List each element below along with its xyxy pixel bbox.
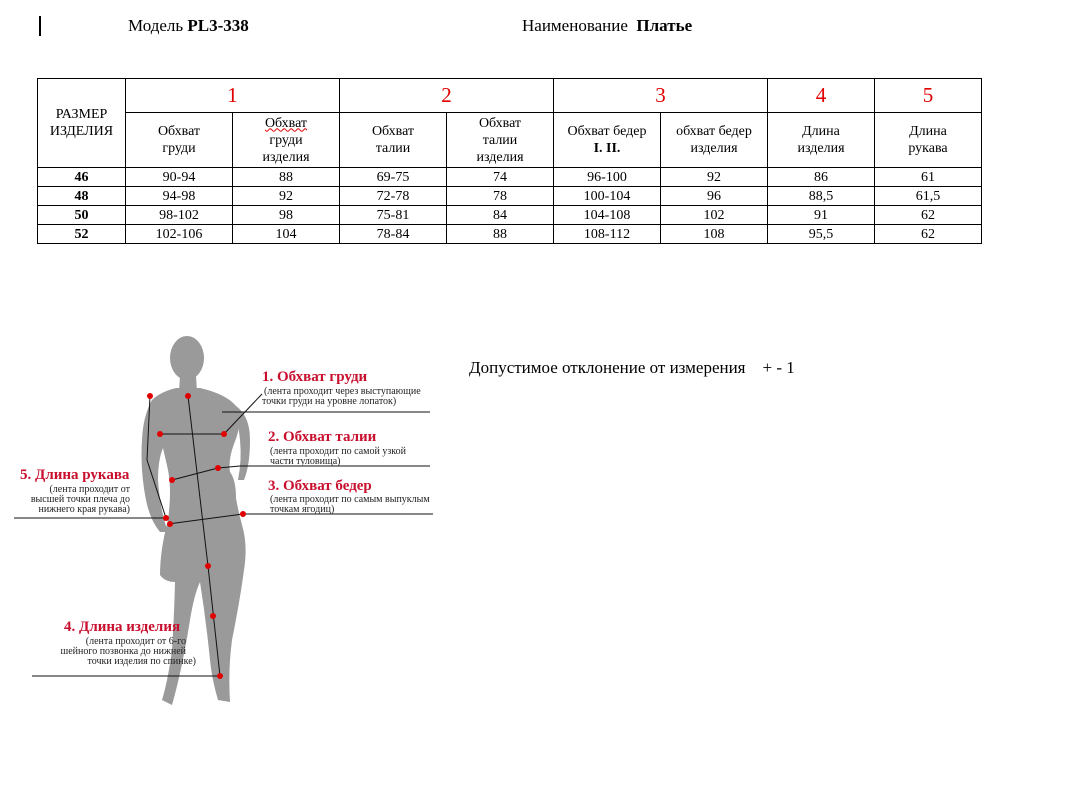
table-cell: 98	[233, 206, 340, 225]
svg-text:точки изделия по спинке): точки изделия по спинке)	[87, 656, 196, 667]
svg-text:3. Обхват бедер: 3. Обхват бедер	[268, 478, 372, 494]
table-cell: 84	[447, 206, 554, 225]
subheader-chest-garment: Обхват груди изделия	[233, 113, 340, 168]
table-cell: 86	[768, 168, 875, 187]
table-cell: 104-108	[554, 206, 661, 225]
table-cell: 102-106	[126, 225, 233, 244]
size-cell: 46	[38, 168, 126, 187]
svg-text:точкам ягодиц): точкам ягодиц)	[270, 504, 335, 515]
svg-text:точки груди на уровне лопаток): точки груди на уровне лопаток)	[262, 396, 397, 407]
size-cell: 50	[38, 206, 126, 225]
svg-text:1. Обхват груди: 1. Обхват груди	[262, 369, 368, 385]
subheader-waist-garment: Обхват талии изделия	[447, 113, 554, 168]
svg-text:4. Длина изделия: 4. Длина изделия	[64, 619, 181, 635]
name-value: Платье	[636, 16, 693, 35]
svg-text:(лента проходит через выступаю: (лента проходит через выступающие	[264, 386, 421, 397]
table-cell: 108	[661, 225, 768, 244]
table-cell: 69-75	[340, 168, 447, 187]
svg-text:(лента проходит по самым выпук: (лента проходит по самым выпуклым	[270, 494, 430, 505]
label-chest	[262, 369, 421, 407]
label-length	[61, 619, 197, 667]
svg-text:2. Обхват талии: 2. Обхват талии	[268, 429, 377, 445]
table-cell: 108-112	[554, 225, 661, 244]
table-cell: 100-104	[554, 187, 661, 206]
model-header	[128, 16, 249, 36]
table-cell: 90-94	[126, 168, 233, 187]
model-value: PL3-338	[187, 16, 249, 35]
svg-text:части туловища): части туловища)	[270, 456, 341, 467]
table-cell: 62	[875, 206, 982, 225]
name-label: Наименование	[522, 16, 628, 35]
size-column-header: РАЗМЕР ИЗДЕЛИЯ	[38, 79, 126, 168]
subheader-waist: Обхват талии	[340, 113, 447, 168]
table-cell: 94-98	[126, 187, 233, 206]
group-number-1: 1	[126, 79, 340, 113]
size-cell: 52	[38, 225, 126, 244]
table-cell: 61	[875, 168, 982, 187]
label-sleeve	[20, 467, 131, 515]
table-cell: 78	[447, 187, 554, 206]
table-cell: 75-81	[340, 206, 447, 225]
table-row	[38, 187, 982, 206]
table-cell: 102	[661, 206, 768, 225]
subheader-hips-garment: обхват бедер изделия	[661, 113, 768, 168]
table-cell: 62	[875, 225, 982, 244]
table-row	[38, 225, 982, 244]
table-cell: 96	[661, 187, 768, 206]
svg-text:нижнего края рукава): нижнего края рукава)	[38, 504, 130, 515]
table-cell: 88	[447, 225, 554, 244]
table-cell: 88	[233, 168, 340, 187]
text-cursor	[39, 16, 41, 36]
subheader-sleeve-length: Длина рукава	[875, 113, 982, 168]
table-cell: 61,5	[875, 187, 982, 206]
svg-text:(лента проходит по самой узкой: (лента проходит по самой узкой	[270, 446, 406, 457]
table-row	[38, 206, 982, 225]
svg-text:(лента проходит от: (лента проходит от	[49, 484, 130, 495]
size-table	[37, 78, 982, 244]
table-row	[38, 168, 982, 187]
subheader-hips: Обхват бедер I. II.	[554, 113, 661, 168]
table-cell: 92	[661, 168, 768, 187]
model-label: Модель	[128, 16, 184, 35]
table-cell: 74	[447, 168, 554, 187]
group-number-5: 5	[875, 79, 982, 113]
table-cell: 92	[233, 187, 340, 206]
svg-text:(лента проходит от 6-го: (лента проходит от 6-го	[85, 636, 186, 647]
size-cell: 48	[38, 187, 126, 206]
table-cell: 88,5	[768, 187, 875, 206]
table-cell: 78-84	[340, 225, 447, 244]
table-cell: 72-78	[340, 187, 447, 206]
subheader-chest: Обхват груди	[126, 113, 233, 168]
group-number-3: 3	[554, 79, 768, 113]
svg-text:5. Длина рукава: 5. Длина рукава	[20, 467, 130, 483]
group-number-4: 4	[768, 79, 875, 113]
table-cell: 98-102	[126, 206, 233, 225]
table-cell: 91	[768, 206, 875, 225]
svg-text:шейного позвонка до нижней: шейного позвонка до нижней	[60, 646, 186, 657]
measurement-figure	[0, 320, 470, 730]
name-header	[522, 16, 692, 36]
subheader-garment-length: Длина изделия	[768, 113, 875, 168]
table-cell: 104	[233, 225, 340, 244]
group-number-2: 2	[340, 79, 554, 113]
svg-text:высшей точки плеча до: высшей точки плеча до	[30, 494, 130, 505]
tolerance-note: Допустимое отклонение от измерения + - 1	[469, 358, 795, 377]
label-waist	[268, 429, 407, 467]
table-cell: 96-100	[554, 168, 661, 187]
label-hips	[268, 478, 430, 515]
table-cell: 95,5	[768, 225, 875, 244]
